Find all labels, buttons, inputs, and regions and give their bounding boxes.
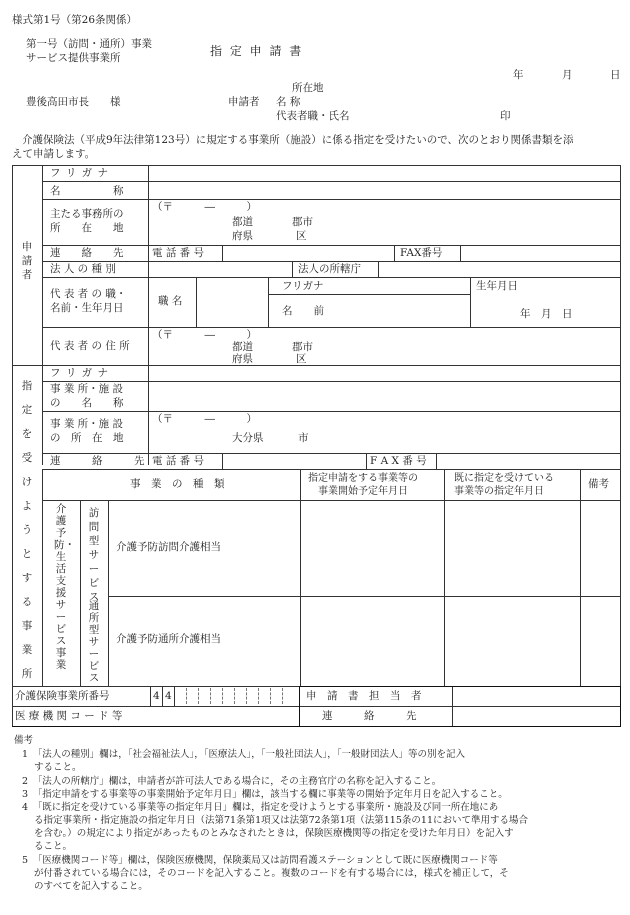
rep-label-2: 名前・生年月日 bbox=[50, 302, 124, 314]
date-month: 月 bbox=[562, 69, 573, 81]
intro-line1: 介護保険法（平成9年法律第123号）に規定する事業所（施設）に係る指定を受けたいので、次のとおり関係書類を添 bbox=[22, 134, 574, 146]
date-day: 日 bbox=[610, 69, 621, 81]
start-date-header-2: 事業開始予定年月日 bbox=[318, 486, 408, 497]
addressee: 豊後高田市長 様 bbox=[26, 96, 121, 108]
facility-addr-label-2: の 所 在 地 bbox=[50, 432, 124, 444]
title-label: 職 名 bbox=[158, 295, 183, 307]
note-1-line2: すること。 bbox=[34, 762, 82, 773]
corp-authority-label: 法人の所轄庁 bbox=[298, 263, 361, 275]
seal-mark: 印 bbox=[500, 110, 511, 122]
rep-pref-2: 府県 bbox=[232, 353, 253, 365]
corp-name-label: 名 称 bbox=[50, 185, 124, 197]
facility-postal-code: （〒 ― ） bbox=[152, 413, 257, 425]
pref-2: 府県 bbox=[232, 230, 253, 242]
prev-date-header-1: 既に指定を受けている bbox=[454, 473, 554, 484]
facility-fax-label: F A X 番 号 bbox=[370, 455, 427, 467]
intro-line2: えて申請します。 bbox=[12, 148, 96, 160]
day-type-label: 通所型サービス bbox=[88, 600, 100, 684]
service-category-label: 介護予防・生活支援サービス事業 bbox=[54, 503, 75, 671]
facility-tel-label: 電 話 番 号 bbox=[152, 455, 205, 467]
facility-pref: 大分県 bbox=[232, 432, 264, 444]
facility-contact-label: 連 絡 先 bbox=[50, 455, 145, 467]
note-4-line3: を含む。）の規定により指定があったものとみなされたときは，保険医療機関等の指定を受けた年月日）を記入す bbox=[34, 828, 514, 839]
service-type-line2: サービス提供事業所 bbox=[26, 52, 121, 64]
note-5-line3: のすべてを記入すること。 bbox=[34, 881, 148, 892]
visit-type-label: 訪問型サービス bbox=[88, 507, 100, 603]
office-label-2: 所 在 地 bbox=[50, 222, 124, 234]
note-4-line1: 4 「既に指定を受けている事業等の指定年月日」欄は，指定を受けようとする事業所・施設及び同一所在地にあ bbox=[22, 802, 499, 813]
rep-furigana-label: フリガナ bbox=[282, 280, 324, 292]
notes-heading: 備考 bbox=[14, 735, 34, 746]
facility-name-label-2: の 名 称 bbox=[50, 397, 124, 409]
pref-1: 都道 bbox=[232, 216, 253, 228]
contact-label: 連 絡 先 bbox=[50, 247, 124, 259]
facility-furigana-label: フ リ ガ ナ bbox=[50, 367, 110, 379]
city-2: 区 bbox=[296, 230, 307, 242]
remarks-header: 備考 bbox=[588, 478, 609, 490]
fax-label: FAX番号 bbox=[400, 247, 443, 259]
corp-type-label: 法 人 の 種 別 bbox=[50, 263, 116, 275]
furigana-label: フ リ ガ ナ bbox=[50, 167, 110, 179]
date-year: 年 bbox=[513, 69, 524, 81]
start-date-header-1: 指定申請をする事業等の bbox=[308, 473, 418, 484]
applicant-side-label: 申請者 bbox=[21, 241, 33, 281]
rep-label-1: 代 表 者 の 職・ bbox=[50, 288, 127, 300]
visit-service-name: 介護予防訪問介護相当 bbox=[116, 541, 221, 553]
person-contact-label: 連 絡 先 bbox=[322, 710, 417, 722]
note-5-line1: 5 「医療機関コード等」欄は，保険医療機関，保険薬局又は訪問看護ステーションとして既に医療機関コード等 bbox=[22, 855, 498, 866]
note-1-line1: 1 「法人の種別」欄は，「社会福祉法人」，「医療法人」，「一般社団法人」，「一般財団法人」等の別を記入 bbox=[22, 749, 466, 760]
service-type-line1: 第一号（訪問・通所）事業 bbox=[26, 38, 152, 50]
applicant-address-label: 所在地 bbox=[292, 82, 324, 94]
care-insurance-number-label: 介護保険事業所番号 bbox=[15, 690, 110, 702]
facility-city: 市 bbox=[298, 432, 309, 444]
day-service-name: 介護予防通所介護相当 bbox=[116, 633, 221, 645]
birth-ymd: 年 月 日 bbox=[520, 308, 573, 320]
person-in-charge-label: 申 請 書 担 当 者 bbox=[306, 690, 422, 702]
facility-side-label: 指定を受けようとする事業所 bbox=[21, 380, 33, 680]
rep-postal-code: （〒 ― ） bbox=[152, 329, 257, 341]
office-label-1: 主たる事務所の bbox=[50, 208, 124, 220]
rep-city-2: 区 bbox=[296, 353, 307, 365]
note-2: 2 「法人の所轄庁」欄は，申請者が許可法人である場合に，その主務官庁の名称を記入すること。 bbox=[22, 776, 442, 787]
rep-address-label: 代 表 者 の 住 所 bbox=[50, 340, 130, 352]
note-4-line4: ること。 bbox=[34, 841, 73, 852]
postal-code: （〒 ― ） bbox=[152, 201, 257, 213]
care-no-digit-1: 4 bbox=[153, 690, 160, 702]
note-5-line2: が付番されている場合には，そのコードを記入すること。複数のコードを有する場合には，様式を補正して，そ bbox=[34, 868, 509, 879]
prev-date-header-2: 事業等の指定年月日 bbox=[454, 486, 544, 497]
note-3: 3 「指定申請をする事業等の事業開始予定年月日」欄は，該当する欄に事業等の開始予定年月日を記入すること。 bbox=[22, 789, 508, 800]
tel-label: 電 話 番 号 bbox=[152, 247, 205, 259]
applicant-label: 申請者 bbox=[228, 96, 260, 108]
representative-label: 代表者職・氏名 bbox=[276, 110, 350, 122]
rep-name-label: 名 前 bbox=[282, 305, 324, 317]
rep-pref-1: 都道 bbox=[232, 341, 253, 353]
page-title: 指 定 申 請 書 bbox=[210, 44, 304, 58]
facility-addr-label-1: 事 業 所・施 設 bbox=[50, 418, 124, 430]
city-1: 郡市 bbox=[292, 216, 313, 228]
rep-city-1: 郡市 bbox=[292, 341, 313, 353]
facility-name-label-1: 事 業 所・施 設 bbox=[50, 383, 124, 395]
care-no-digit-2: 4 bbox=[165, 690, 172, 702]
birth-label: 生年月日 bbox=[476, 280, 518, 292]
note-4-line2: る指定事業所・指定施設の指定年月日（法第71条第1項又は法第72条第1項（法第115条の11において準用する場合 bbox=[34, 815, 528, 826]
form-number: 様式第1号（第26条関係） bbox=[12, 14, 138, 26]
applicant-name-label: 名 称 bbox=[276, 96, 301, 108]
service-type-header: 事 業 の 種 類 bbox=[130, 478, 225, 490]
medical-code-label: 医 療 機 関 コ ー ド 等 bbox=[15, 710, 123, 722]
